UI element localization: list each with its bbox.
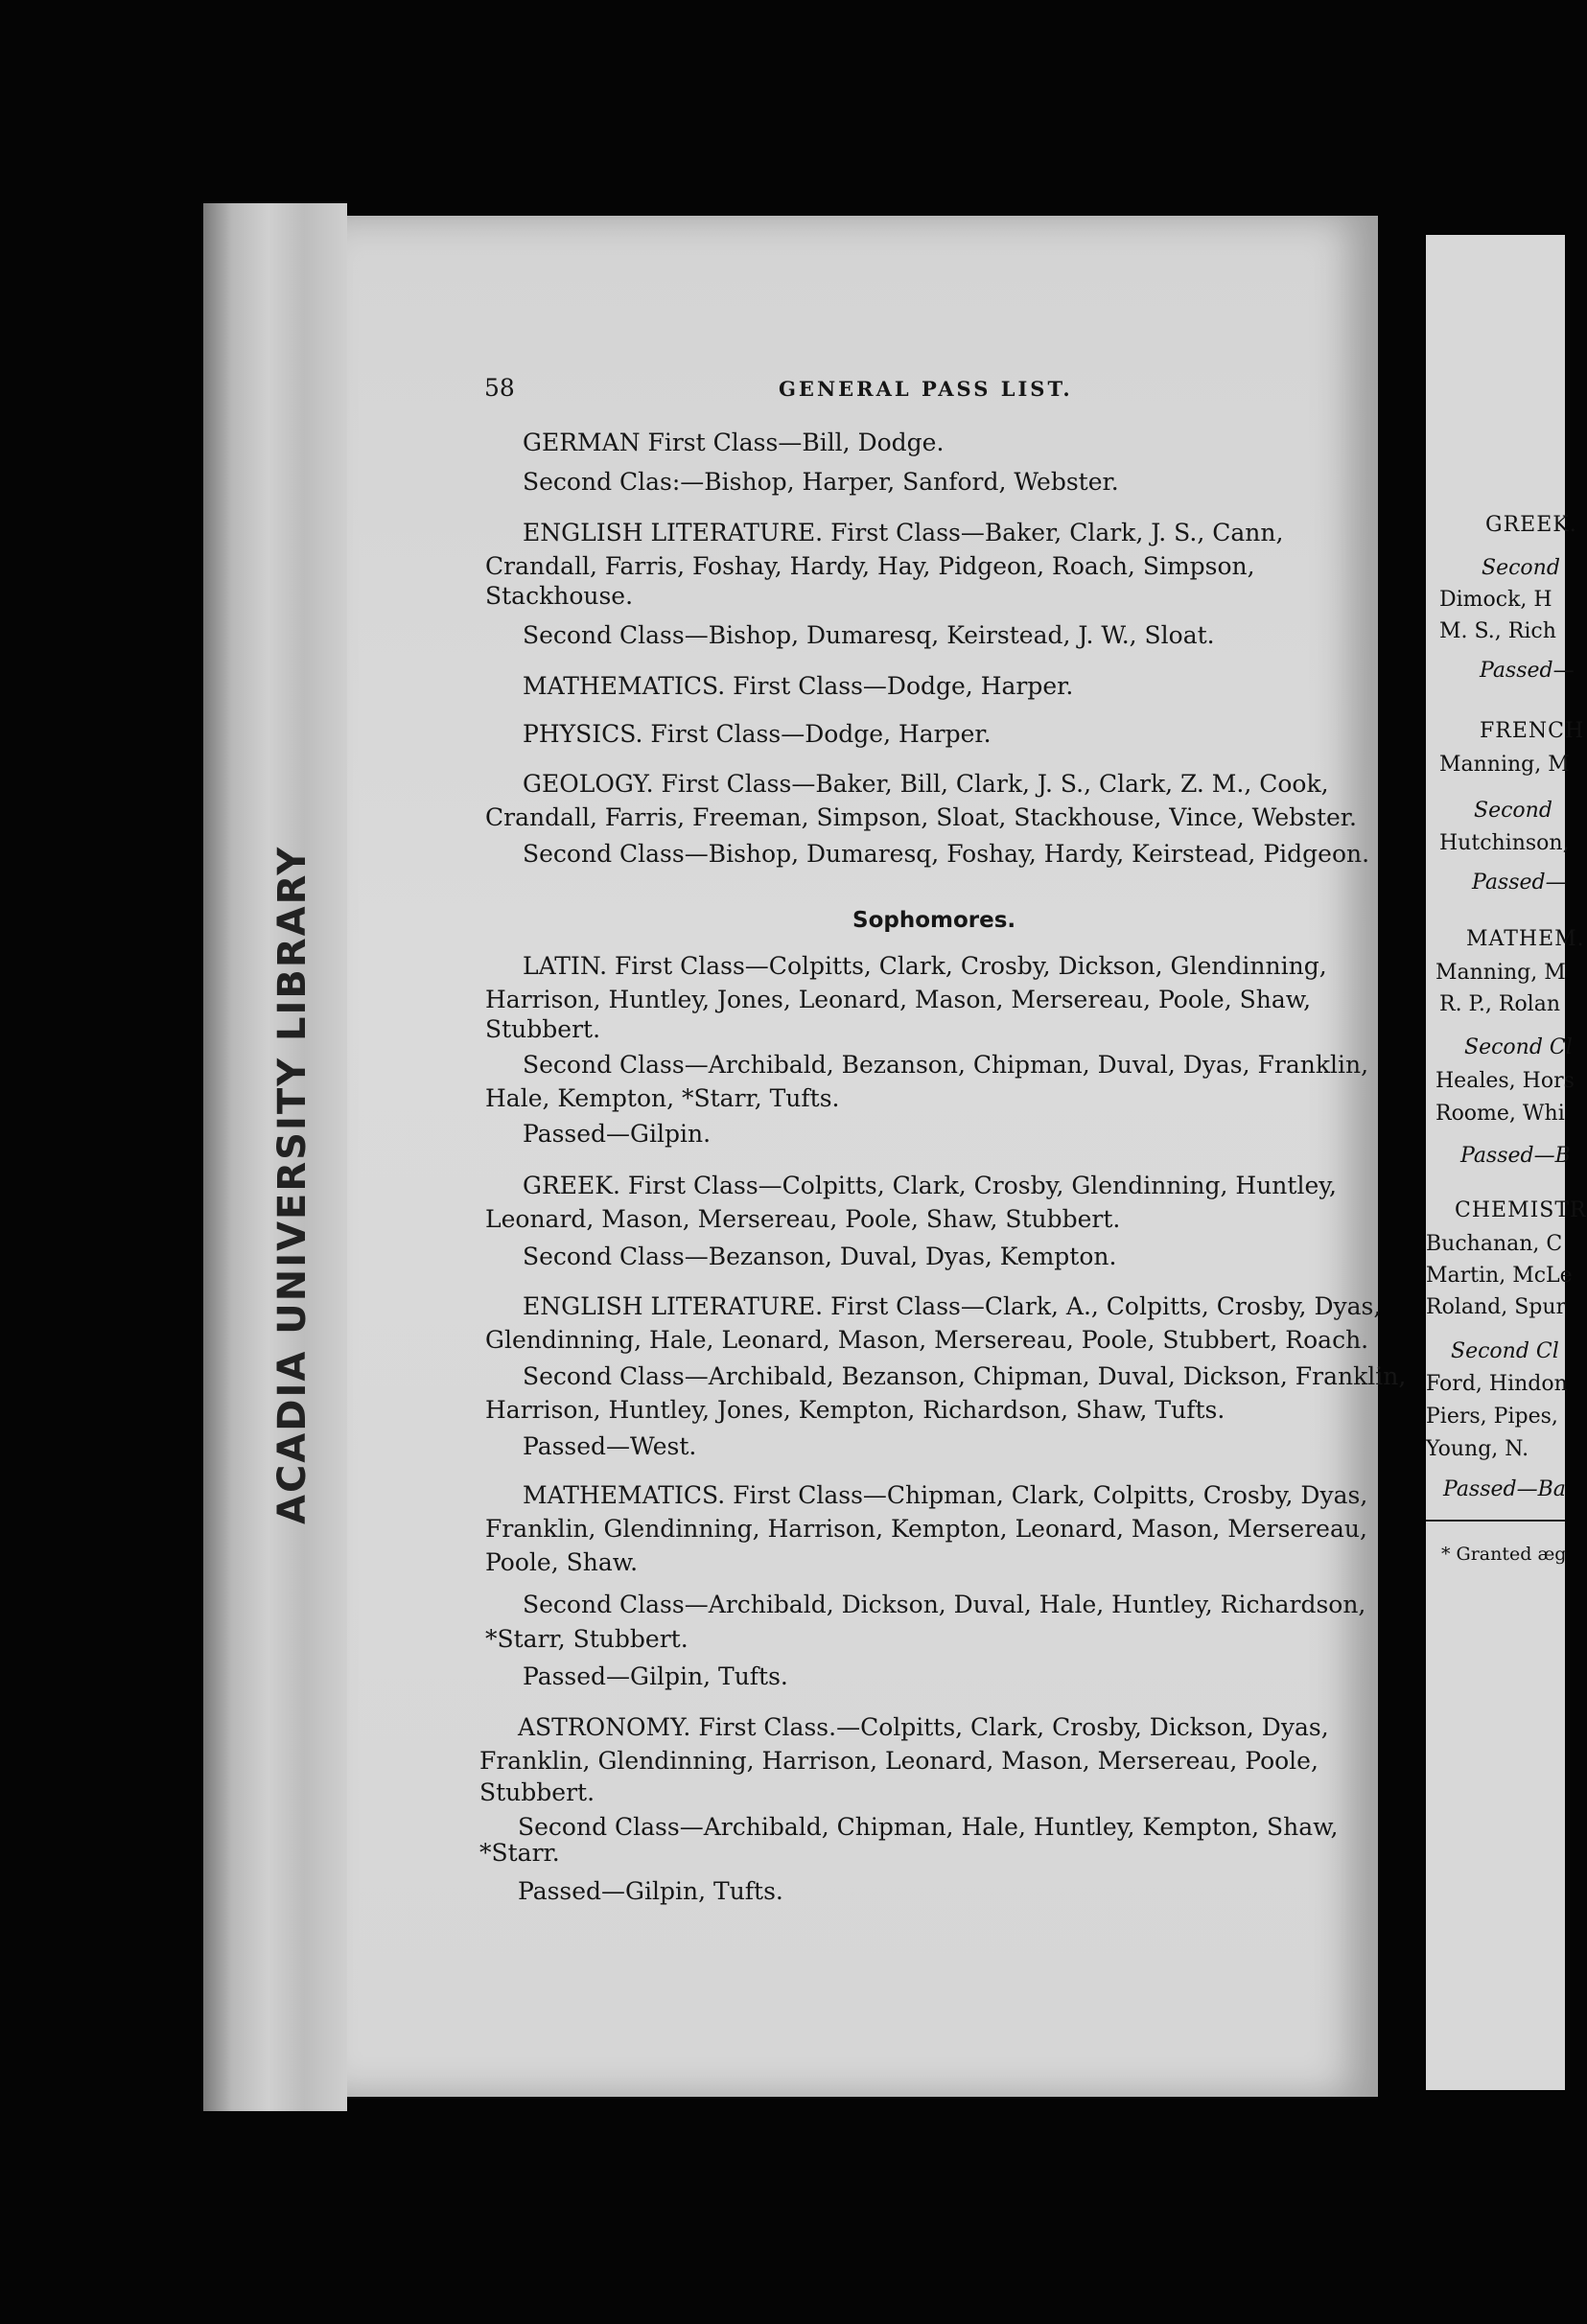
right-page-line: Second Cl [1464, 1035, 1573, 1059]
right-page-line: Martin, McLe [1426, 1264, 1573, 1288]
text-line: Second Class—Bishop, Dumaresq, Foshay, Hardy, Keirstead, Pidgeon. [523, 840, 1370, 868]
right-page-line: Piers, Pipes, [1426, 1405, 1558, 1429]
text-line: PHYSICS. First Class—Dodge, Harper. [523, 720, 992, 748]
text-line: *Starr, Stubbert. [485, 1625, 688, 1653]
running-head: GENERAL PASS LIST. [779, 377, 1073, 401]
text-line: GEOLOGY. First Class—Baker, Bill, Clark, J. S., Clark, Z. M., Cook, [523, 770, 1329, 798]
right-page-line: GREEK. [1485, 513, 1577, 537]
right-page-line: Passed—Ba [1443, 1477, 1566, 1501]
right-page-line: Second Cl [1451, 1339, 1559, 1363]
text-line: Passed—West. [523, 1432, 697, 1460]
text-line: Second Class—Bezanson, Duval, Dyas, Kempton. [523, 1243, 1117, 1270]
text-line: Poole, Shaw. [485, 1548, 639, 1576]
library-stamp: ACADIA UNIVERSITY LIBRARY [270, 845, 315, 1524]
text-line: Second Class—Archibald, Bezanson, Chipman, Duval, Dyas, Franklin, [523, 1051, 1369, 1079]
right-page-line: Passed— [1472, 871, 1567, 895]
right-page-line: M. S., Rich [1439, 619, 1556, 643]
text-line: Hale, Kempton, *Starr, Tufts. [485, 1084, 840, 1112]
text-line: ASTRONOMY. First Class.—Colpitts, Clark, Crosby, Dickson, Dyas, [518, 1713, 1329, 1741]
right-page-line: Passed—B [1460, 1144, 1571, 1168]
right-page-line: Young, N. [1426, 1437, 1529, 1461]
right-page-line: Passed— [1480, 659, 1575, 683]
text-line: Leonard, Mason, Mersereau, Poole, Shaw, Stubbert. [485, 1205, 1121, 1233]
text-line: ENGLISH LITERATURE. First Class—Baker, Clark, J. S., Cann, [523, 519, 1284, 546]
text-line: Harrison, Huntley, Jones, Leonard, Mason, Mersereau, Poole, Shaw, [485, 986, 1312, 1013]
right-page-line: * Granted æg [1441, 1544, 1567, 1565]
right-page-line: Manning, M [1435, 961, 1566, 985]
text-line: Crandall, Farris, Freeman, Simpson, Sloat, Stackhouse, Vince, Webster. [485, 803, 1357, 831]
text-line: ENGLISH LITERATURE. First Class—Clark, A., Colpitts, Crosby, Dyas, [523, 1292, 1382, 1320]
right-page-line: CHEMISTR [1455, 1198, 1587, 1222]
text-line: GERMAN First Class—Bill, Dodge. [523, 429, 945, 456]
text-line: Franklin, Glendinning, Harrison, Leonard, Mason, Mersereau, Poole, [479, 1747, 1319, 1775]
text-line: Second Class—Archibald, Chipman, Hale, Huntley, Kempton, Shaw, [518, 1813, 1339, 1841]
text-line: Passed—Gilpin, Tufts. [518, 1877, 783, 1905]
text-line: Stubbert. [479, 1778, 595, 1806]
right-page-line: Roome, Whi [1435, 1102, 1565, 1126]
right-page-line: R. P., Rolan [1439, 992, 1561, 1016]
text-line: Stackhouse. [485, 582, 634, 610]
page-number: 58 [484, 374, 515, 402]
right-page-line: Second [1474, 799, 1552, 823]
right-page-line: FRENCH [1480, 719, 1585, 743]
text-line: Second Class—Archibald, Bezanson, Chipman, Duval, Dickson, Franklin, [523, 1362, 1407, 1390]
footnote-rule [1426, 1520, 1565, 1522]
text-line: *Starr. [479, 1839, 560, 1867]
section-heading: Sophomores. [852, 908, 1016, 933]
right-page-line: Dimock, H [1439, 588, 1552, 612]
right-page-line: Second [1482, 556, 1560, 580]
text-line: MATHEMATICS. First Class—Dodge, Harper. [523, 672, 1074, 700]
book-page-right [1426, 235, 1587, 2090]
right-page-line: Manning, M [1439, 753, 1570, 777]
text-line: Harrison, Huntley, Jones, Kempton, Richardson, Shaw, Tufts. [485, 1396, 1225, 1424]
text-line: Glendinning, Hale, Leonard, Mason, Mersereau, Poole, Stubbert, Roach. [485, 1326, 1369, 1354]
text-line: Stubbert. [485, 1015, 601, 1043]
right-page-line: Buchanan, C [1426, 1232, 1563, 1256]
text-line: Second Class—Bishop, Dumaresq, Keirstead, J. W., Sloat. [523, 621, 1215, 649]
text-line: Passed—Gilpin, Tufts. [523, 1662, 788, 1690]
right-page-line: MATHEM. [1466, 927, 1585, 951]
text-line: GREEK. First Class—Colpitts, Clark, Crosby, Glendinning, Huntley, [523, 1172, 1337, 1199]
right-page-line: Heales, Hors [1435, 1069, 1575, 1093]
right-page-line: Hutchinson, [1439, 831, 1570, 855]
text-line: Franklin, Glendinning, Harrison, Kempton, Leonard, Mason, Mersereau, [485, 1515, 1367, 1543]
text-line: Passed—Gilpin. [523, 1120, 712, 1148]
text-line: Crandall, Farris, Foshay, Hardy, Hay, Pidgeon, Roach, Simpson, [485, 552, 1255, 580]
text-line: LATIN. First Class—Colpitts, Clark, Crosby, Dickson, Glendinning, [523, 952, 1327, 980]
text-line: Second Clas:—Bishop, Harper, Sanford, Webster. [523, 468, 1119, 496]
right-page-line: Roland, Spur [1426, 1295, 1567, 1319]
right-page-line: Ford, Hindon [1426, 1372, 1568, 1396]
text-line: Second Class—Archibald, Dickson, Duval, Hale, Huntley, Richardson, [523, 1591, 1366, 1618]
text-line: MATHEMATICS. First Class—Chipman, Clark, Colpitts, Crosby, Dyas, [523, 1481, 1368, 1509]
